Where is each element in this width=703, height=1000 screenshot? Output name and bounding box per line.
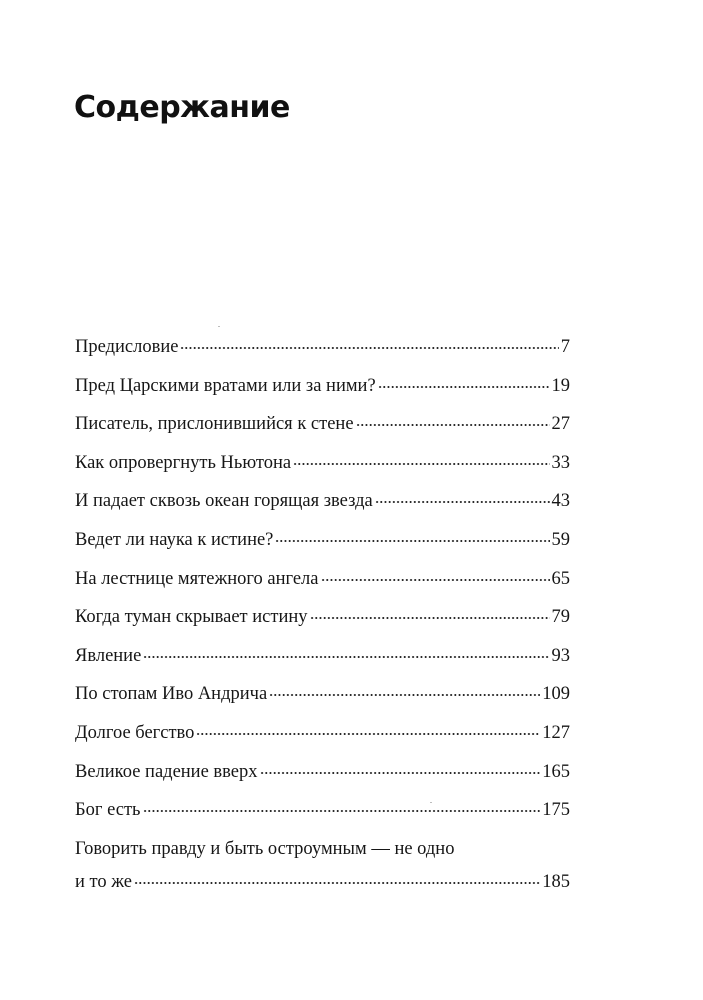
toc-entry — [75, 487, 570, 526]
toc-entry-title: Великое падение вверх — [75, 761, 258, 782]
toc-entry-title: Писатель, прислонившийся к стене — [75, 414, 354, 435]
toc-entry-title: Пред Царскими вратами или за ними? — [75, 375, 376, 396]
toc-entry-title: И падает сквозь океан горящая звезда — [75, 491, 373, 512]
toc-entry — [75, 758, 570, 797]
toc-entry-title: Когда туман скрывает истину — [75, 607, 308, 628]
dot-leader — [269, 694, 540, 696]
toc-entry-title-line1: Говорить правду и быть остроумным — не одно — [75, 838, 455, 859]
toc-entry — [75, 410, 570, 449]
toc-entry-title: Явление — [75, 645, 142, 666]
toc-entry — [75, 333, 570, 372]
dot-leader — [275, 540, 549, 542]
toc-entry-title: Ведет ли наука к истине? — [75, 529, 274, 550]
toc-entry-page: 185 — [542, 871, 570, 892]
toc-entry-page: 43 — [551, 491, 570, 512]
toc-entry-page: 65 — [551, 568, 570, 589]
toc-entry-page: 109 — [542, 684, 570, 705]
scan-speck — [218, 326, 220, 327]
toc-entry-title: Как опровергнуть Ньютона — [75, 452, 292, 473]
toc-entry-title-line2: и то же — [75, 871, 132, 892]
toc-entry-title: Предисловие — [75, 337, 179, 357]
dot-leader — [143, 810, 541, 812]
table-of-contents — [75, 333, 570, 896]
toc-entry — [75, 796, 570, 835]
toc-entry-page: 79 — [551, 607, 570, 628]
dot-leader — [180, 347, 558, 349]
toc-entry-page: 19 — [551, 375, 570, 396]
dot-leader — [310, 617, 550, 619]
toc-entry-title: На лестнице мятежного ангела — [75, 568, 319, 589]
dot-leader — [378, 386, 550, 388]
toc-entry-page: 33 — [551, 452, 570, 473]
toc-entry — [75, 372, 570, 411]
toc-entry — [75, 642, 570, 681]
dot-leader — [375, 501, 550, 503]
toc-entry-page: 7 — [560, 337, 570, 357]
toc-entry-title: По стопам Иво Андрича — [75, 684, 268, 705]
toc-entry — [75, 680, 570, 719]
toc-entry-page: 59 — [551, 529, 570, 550]
dot-leader — [356, 424, 550, 426]
toc-entry — [75, 719, 570, 758]
toc-entry-title: Долгое бегство — [75, 722, 195, 743]
toc-entry-title: Бог есть — [75, 800, 141, 821]
dot-leader — [134, 882, 540, 884]
toc-entry — [75, 565, 570, 604]
toc-entry — [75, 526, 570, 565]
toc-entry-multiline — [75, 835, 570, 896]
toc-entry — [75, 449, 570, 488]
toc-entry-page: 175 — [542, 800, 570, 821]
toc-entry — [75, 603, 570, 642]
dot-leader — [196, 733, 540, 735]
page-title: Содержание — [74, 90, 290, 125]
dot-leader — [321, 579, 550, 581]
toc-entry-page: 27 — [551, 414, 570, 435]
dot-leader — [293, 463, 549, 465]
dot-leader — [143, 656, 549, 658]
toc-entry-page: 165 — [542, 761, 570, 782]
dot-leader — [260, 772, 541, 774]
toc-entry-page: 127 — [542, 722, 570, 743]
toc-entry-page: 93 — [551, 645, 570, 666]
